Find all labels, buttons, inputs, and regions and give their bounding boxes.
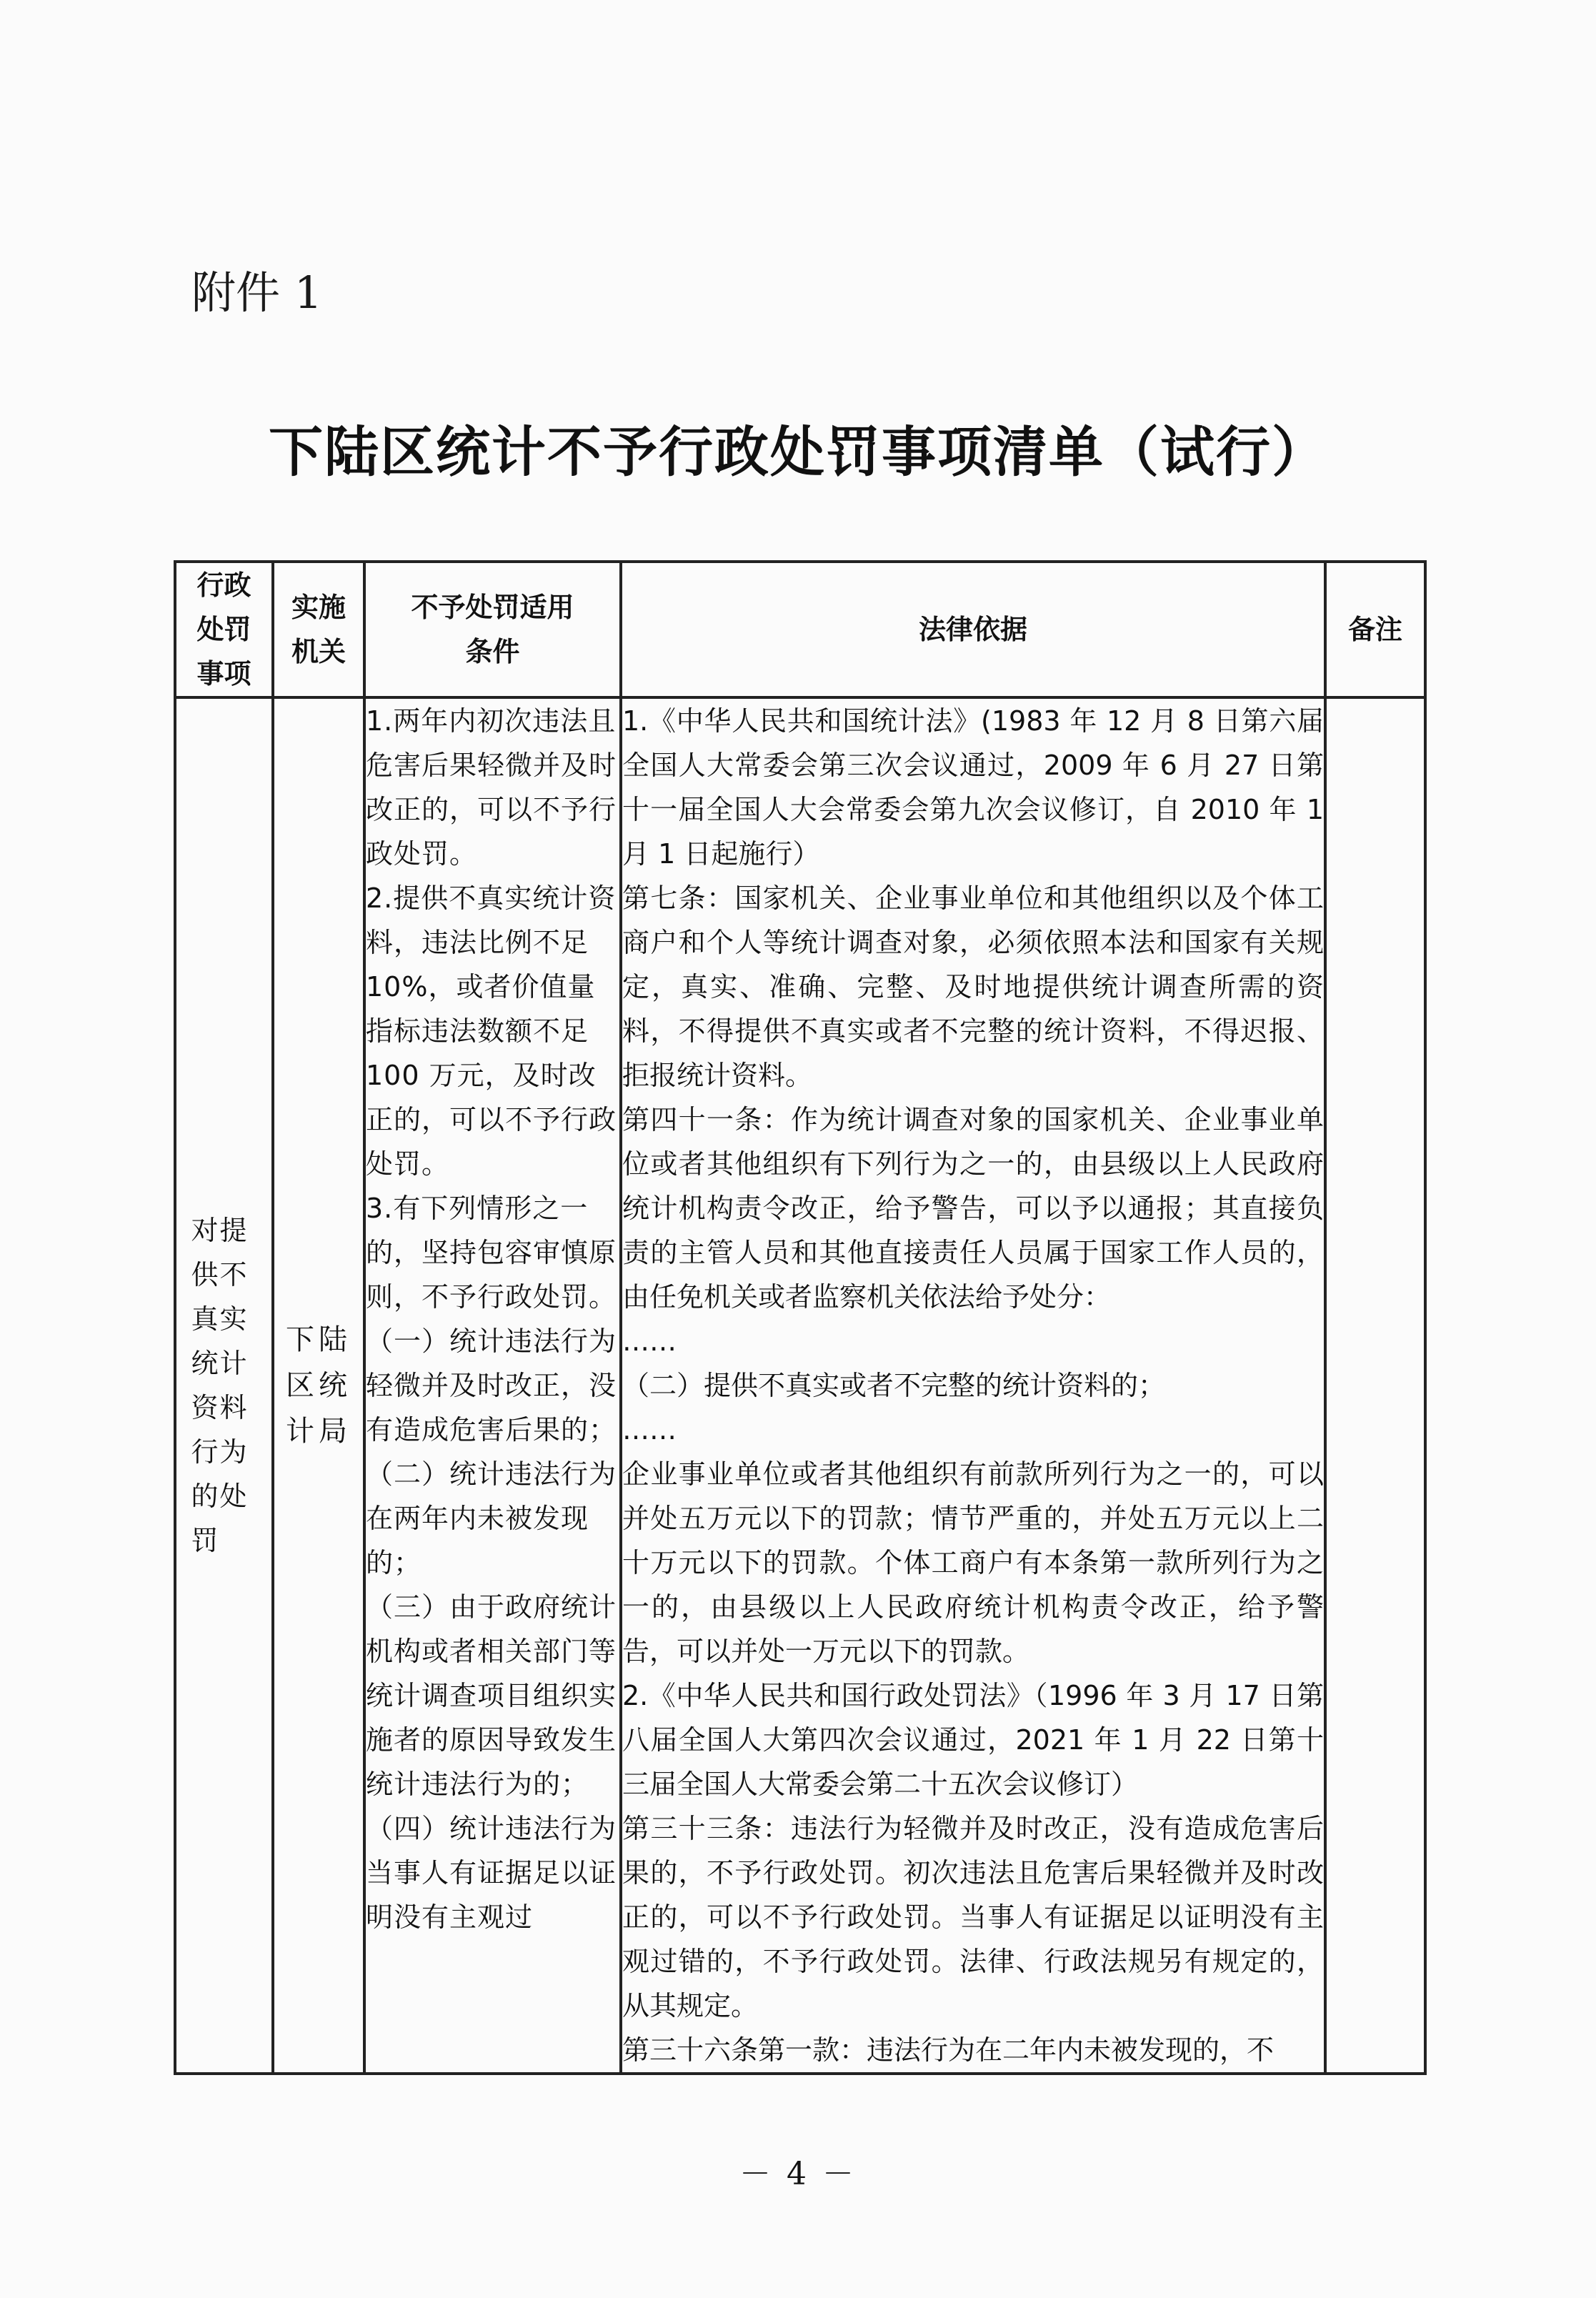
legal-paragraph: 第三十三条：违法行为轻微并及时改正，没有造成危害后果的，不予行政处罚。初次违法且危害后果轻微并及时改正的，可以不予行政处罚。当事人有证据足以证明没有主观过错的，不予行政处罚。法律、行政法规另有规定的，从其规定。	[622, 1813, 1324, 2021]
header-remarks: 备注	[1325, 562, 1425, 697]
page-number: － 4 －	[739, 2156, 857, 2192]
header-item: 行政处罚事项	[175, 562, 273, 697]
table-header-row	[175, 562, 1425, 697]
legal-paragraph: ……	[622, 1414, 677, 1446]
condition-paragraph: 3.有下列情形之一的，坚持包容审慎原则，不予行政处罚。	[366, 1193, 617, 1313]
condition-paragraph: （三）由于政府统计机构或者相关部门等统计调查项目组织实施者的原因导致发生统计违法行为的；	[366, 1591, 617, 1800]
legal-paragraph: ……	[622, 1325, 677, 1357]
legal-paragraph: 企业事业单位或者其他组织有前款所列行为之一的，可以并处五万元以下的罚款；情节严重的，并处五万元以上二十万元以下的罚款。个体工商户有本条第一款所列行为之一的，由县级以上人民政府统计机构责令改正，给予警告，可以并处一万元以下的罚款。	[622, 1458, 1324, 1667]
penalty-item-cell	[175, 697, 273, 2074]
header-conditions: 不予处罚适用条件	[364, 562, 621, 697]
header-agency: 实施机关	[273, 562, 364, 697]
penalty-item-text: 对提供不真实统计资料行为的处罚	[191, 1215, 249, 1556]
legal-paragraph: 第七条：国家机关、企业事业单位和其他组织以及个体工商户和个人等统计调查对象，必须依照本法和国家有关规定，真实、准确、完整、及时地提供统计调查所需的资料，不得提供不真实或者不完整的统计资料，不得迟报、拒报统计资料。	[622, 882, 1324, 1091]
legal-paragraph: 第三十六条第一款：违法行为在二年内未被发现的，不	[622, 2034, 1275, 2066]
legal-paragraph: 2.《中华人民共和国行政处罚法》（1996 年 3 月 17 日第八届全国人大第四次会议通过，2021 年 1 月 22 日第十三届全国人大常委会第二十五次会议修订）	[622, 1680, 1324, 1800]
remarks-cell	[1325, 697, 1425, 2074]
penalty-exemption-table	[174, 560, 1427, 2075]
attachment-label: 附件 1	[191, 267, 323, 319]
conditions-cell	[364, 697, 621, 2074]
legal-paragraph: （二）提供不真实或者不完整的统计资料的；	[622, 1370, 1166, 1401]
agency-text: 下陆区统计局	[286, 1323, 351, 1448]
page-title: 下陆区统计不予行政处罚事项清单（试行）	[269, 420, 1327, 484]
table-row	[175, 697, 1425, 2074]
header-legal-basis: 法律依据	[621, 562, 1325, 697]
legal-paragraph: 第四十一条：作为统计调查对象的国家机关、企业事业单位或者其他组织有下列行为之一的，由县级以上人民政府统计机构责令改正，给予警告，可以予以通报；其直接负责的主管人员和其他直接责任人员属于国家工作人员的，由任免机关或者监察机关依法给予处分：	[622, 1104, 1324, 1313]
legal-paragraph: 1.《中华人民共和国统计法》(1983 年 12 月 8 日第六届全国人大常委会第三次会议通过，2009 年 6 月 27 日第十一届全国人大会常委会第九次会议修订，自 2010 年 1 月 1 日起施行）	[622, 705, 1324, 870]
legal-basis-cell	[621, 697, 1325, 2074]
condition-paragraph: 2.提供不真实统计资料，违法比例不足 10%，或者价值量指标违法数额不足 100 万元，及时改正的，可以不予行政处罚。	[366, 882, 617, 1180]
agency-cell	[273, 697, 364, 2074]
condition-paragraph: （一）统计违法行为轻微并及时改正，没有造成危害后果的；	[366, 1325, 617, 1446]
condition-paragraph: （四）统计违法行为当事人有证据足以证明没有主观过	[366, 1813, 617, 1933]
condition-paragraph: 1.两年内初次违法且危害后果轻微并及时改正的，可以不予行政处罚。	[366, 705, 617, 870]
condition-paragraph: （二）统计违法行为在两年内未被发现的；	[366, 1458, 617, 1578]
